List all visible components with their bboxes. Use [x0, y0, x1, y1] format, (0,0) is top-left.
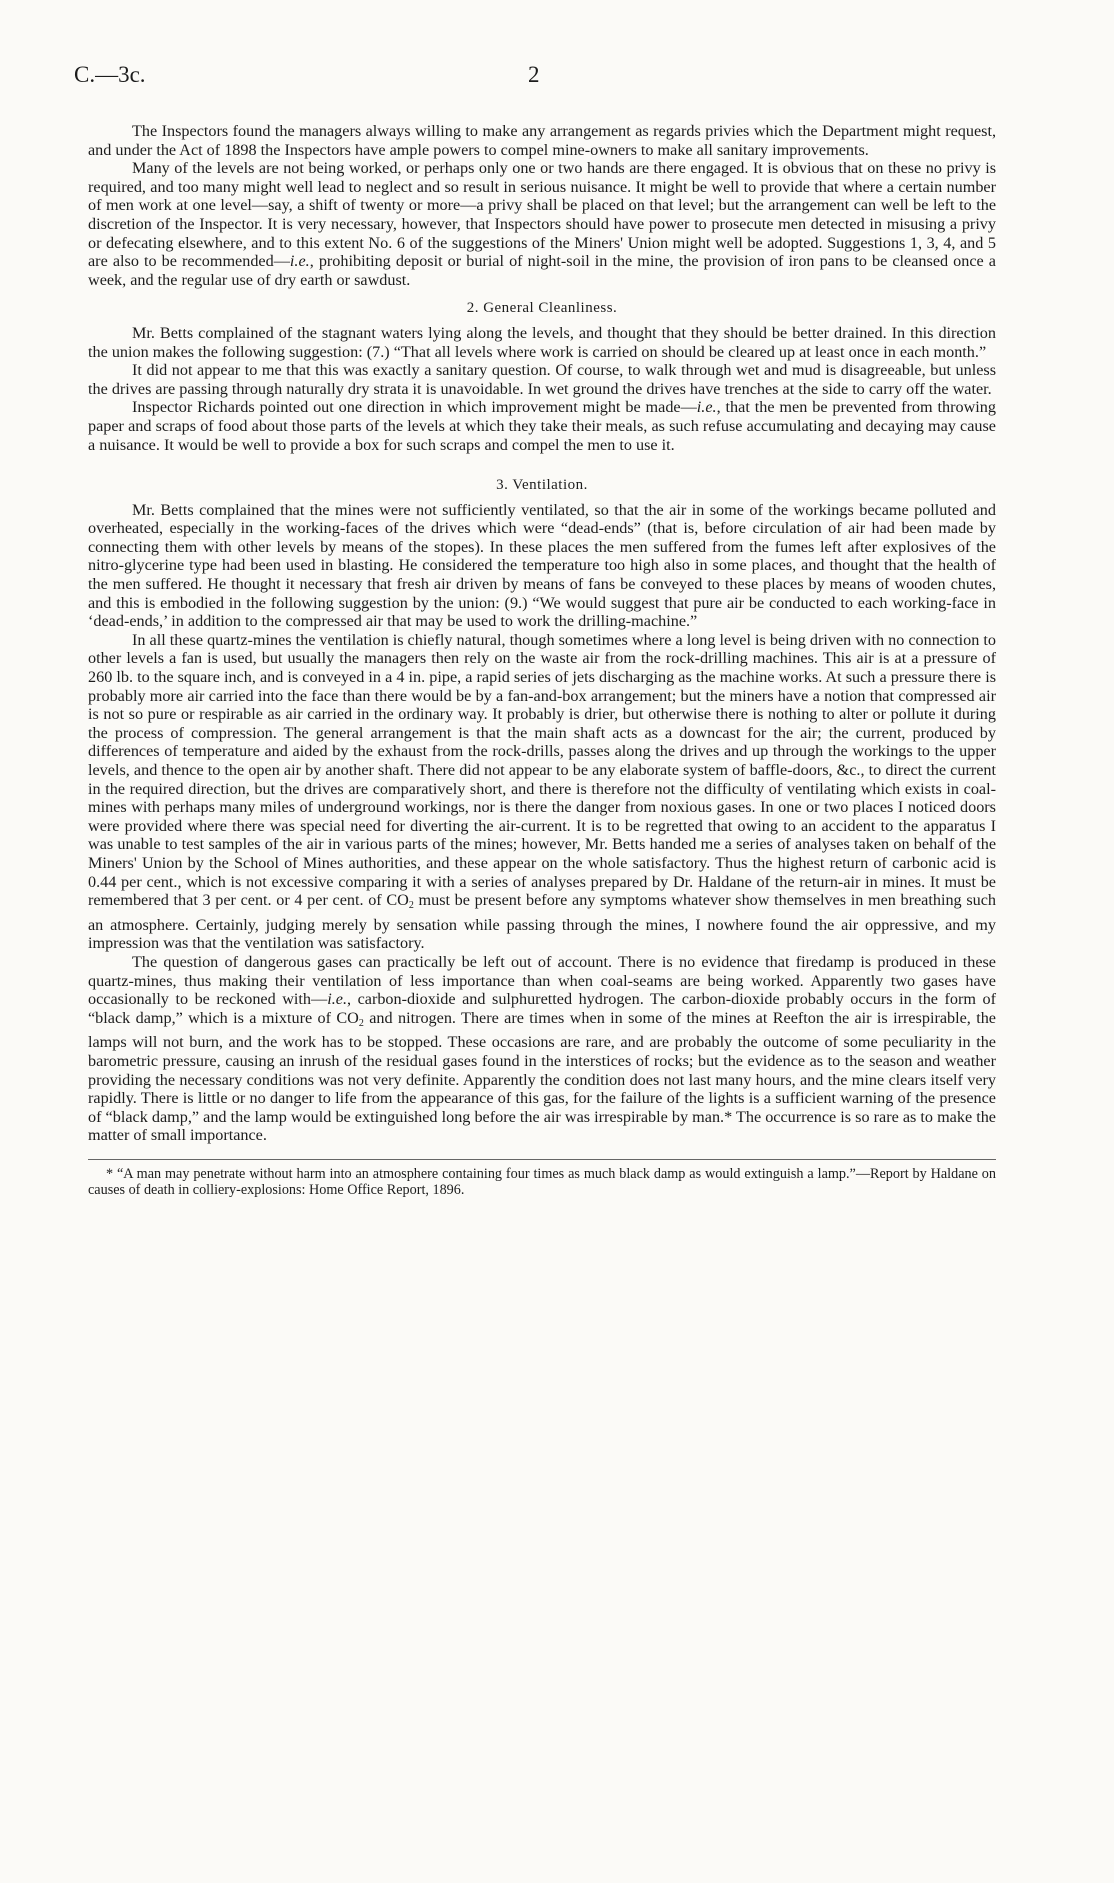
paragraph: In all these quartz-mines the ventilation is chiefly natural, though sometimes where a long level is being driven with no connection to other levels a fan is used, but usually the managers then rely on the waste air from the rock-drilling machines. This air is at a pressure of 260 lb. to the square inch, and is conveyed in a 4 in. pipe, a rapid series of jets discharging as the machine works. At such a pressure there is probably more air carried into the face than there would be by a fan-and-box arrangement; but the miners have a notion that compressed air is not so pure or respirable as air carried in the ordinary way. It probably is drier, but otherwise there is nothing to alter or pollute it during the process of compression. The general arrangement is that the main shaft acts as a downcast for the air; the current, produced by differences of temperature and aided by the exhaust from the rock-drills, passes along the drives and up through the workings to the upper levels, and thence to the open air by another shaft. There did not appear to be any elaborate system of baffle-doors, &c., to direct the current in the required direction, but the drives are comparatively short, and there is therefore not the difficulty of ventilating which exists in coal-mines with perhaps many miles of underground workings, nor is there the danger from noxious gases. In one or two places I noticed doors were provided where there was special need for diverting the air-current. It is to be regretted that owing to an accident to the apparatus I was unable to test samples of the air in various parts of the mines; however, Mr. Betts handed me a series of analyses taken on behalf of the Miners' Union by the School of Mines authorities, and these appear on the whole satisfactory. Thus the highest return of carbonic acid is 0.44 per cent., which is not excessive comparing it with a series of analyses prepared by Dr. Haldane of the return-air in mines. It must be remembered that 3 per cent. or 4 per cent. of $CO_2$ must be present before any symptoms whatever show themselves in men breathing such an atmosphere. Certainly, judging merely by sensation while passing through the mines, I nowhere found the air oppressive, and my impression was that the ventilation was satisfactory. — [88, 630, 997, 953]
paragraph: The question of dangerous gases can practically be left out of account. There is no evidence that firedamp is produced in these quartz-mines, thus making their ventilation of less importance than when coal-seams are being worked. Apparently two gases have occasionally to be reckoned with—i.e., carbon-dioxide and sulphuretted hydrogen. The carbon-dioxide probably occurs in the form of “black damp,” which is a mixture of $CO_2$ and nitrogen. There are times when in some of the mines at Reefton the air is irrespirable, the lamps will not burn, and the work has to be stopped. These occasions are rare, and are probably the outcome of some peculiarity in the barometric pressure, causing an inrush of the residual gases found in the interstices of rocks; but the evidence as to the season and weather providing the necessary conditions was not very definite. Apparently the condition does not last many hours, and the mine clears itself very rapidly. There is little or no danger to life from the appearance of this gas, for the failure of the lights is a sufficient warning of the presence of “black damp,” and the lamp would be extinguished long before the air was irrespirable by man.* The occurrence is so rare as to make the matter of small importance. — [88, 952, 997, 1145]
paragraph: Mr. Betts complained that the mines were not sufficiently ventilated, so that the air in some of the workings became polluted and overheated, especially in the working-faces of the drives which were “dead-ends” (that is, before circulation of air had been made by connecting them with other levels by means of the stopes). In these places the men suffered from the fumes left after explosives of the nitro-glycerine type had been used in blasting. He considered the temperature too high also in some places, and thought that the health of the men suffered. He thought it necessary that fresh air driven by means of fans be conveyed to these places by means of wooden chutes, and this is embodied in the following suggestion by the union: (9.) “We would suggest that pure air be conducted to each working-face in ‘dead-ends,’ in addition to the compressed air that may be used to work the drilling-machine.” — [88, 500, 996, 631]
footnote-text: * “A man may penetrate without harm into an atmosphere containing four times as much black damp as would extinguish a lamp.”—Report by Haldane on causes of death in colliery-explosions: Home Office Report, 1896. — [88, 1165, 996, 1198]
footnote — [88, 1166, 996, 1198]
page-header — [74, 58, 996, 98]
paragraph: Mr. Betts complained of the stagnant waters lying along the levels, and thought that they should be better drained. In this direction the union makes the following suggestion: (7.) “That all levels where work is carried on should be cleared up at least once in each month.” — [88, 323, 996, 361]
section-heading-ventilation: 3. Ventilation. — [496, 477, 588, 494]
paragraph: It did not appear to me that this was exactly a sanitary question. Of course, to walk through wet and mud is disagreeable, but unless the drives are passing through naturally dry strata it is unavoidable. In wet ground the drives have trenches at the side to carry off the water. — [88, 361, 996, 398]
page-number: 2 — [528, 62, 540, 87]
document-reference: C.—3c. — [74, 62, 146, 87]
document-page — [74, 58, 997, 1198]
footnote-divider — [88, 1159, 996, 1160]
body-text — [88, 122, 996, 1145]
section-heading-general-cleanliness: 2. General Cleanliness. — [466, 300, 618, 317]
paragraph: The Inspectors found the managers always willing to make any arrangement as regards privies which the Department might request, and under the Act of 1898 the Inspectors have ample powers to compel mine-owners to make all sanitary improvements. — [88, 122, 996, 159]
paragraph: Many of the levels are not being worked, or perhaps only one or two hands are there engaged. It is obvious that on these no privy is required, and too many might well lead to neglect and so result in serious nuisance. It might be well to provide that where a certain number of men work at one level—say, a shift of twenty or more—a privy shall be placed on that level; but the arrangement can well be left to the discretion of the Inspector. It is very necessary, however, that Inspectors should have power to prosecute men detected in misusing a privy or defecating elsewhere, and to this extent No. 6 of the suggestions of the Miners' Union might well be adopted. Suggestions 1, 3, 4, and 5 are also to be recommended—i.e., prohibiting deposit or burial of night-soil in the mine, the provision of iron pans to be cleansed once a week, and the regular use of dry earth or sawdust. — [88, 159, 996, 289]
paragraph: Inspector Richards pointed out one direction in which improvement might be made—i.e., that the men be prevented from throwing paper and scraps of food about those parts of the levels at which they take their meals, as such refuse accumulating and decaying may cause a nuisance. It would be well to provide a box for such scraps and compel the men to use it. — [88, 398, 996, 454]
